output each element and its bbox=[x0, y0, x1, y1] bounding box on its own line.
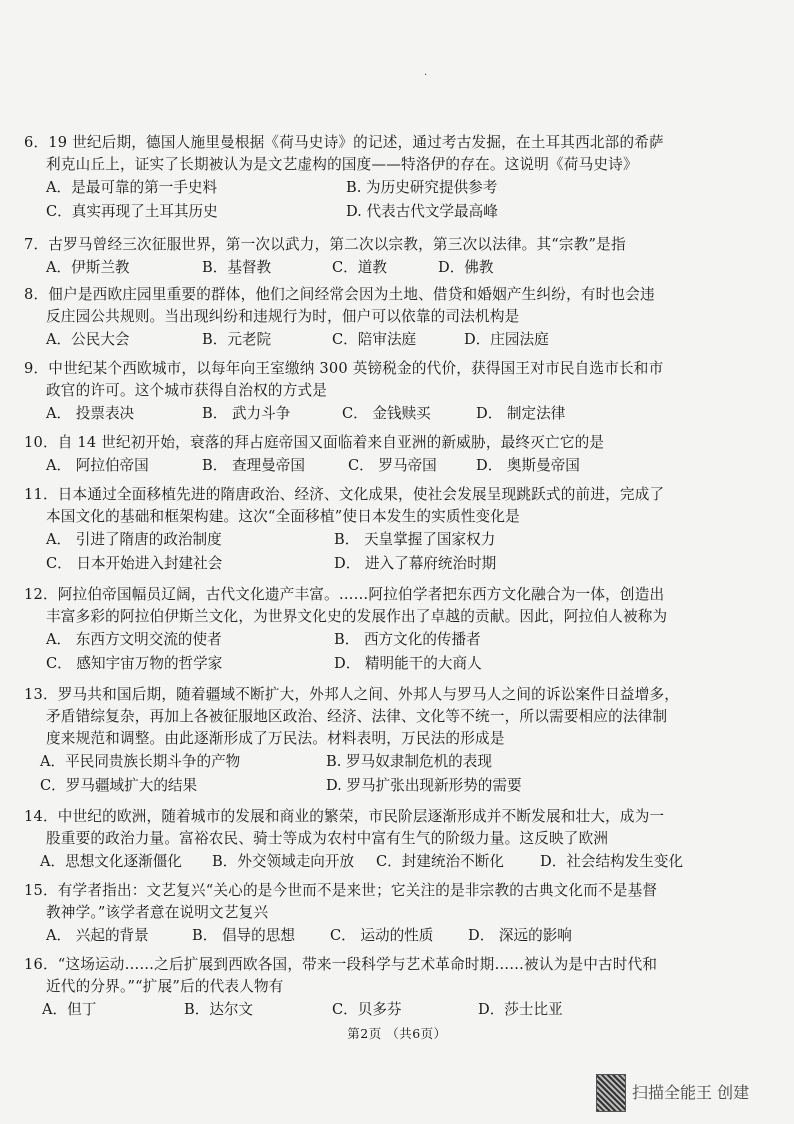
option-b[interactable]: B. 为历史研究提供参考 bbox=[346, 179, 498, 196]
options-row bbox=[24, 652, 774, 676]
option-b[interactable]: B. 罗马奴隶制危机的表现 bbox=[326, 753, 492, 770]
question-line: 16．“这场运动……之后扩展到西欧各国，带来一段科学与艺术革命时期……被认为是中古时代和 bbox=[24, 956, 658, 973]
option-c[interactable]: C．真实再现了土耳其历史 bbox=[46, 203, 218, 220]
option-b[interactable]: B． 西方文化的传播者 bbox=[334, 631, 481, 648]
options-row bbox=[24, 256, 774, 280]
question-6 bbox=[24, 132, 774, 224]
question-line: 12．阿拉伯帝国幅员辽阔，古代文化遗产丰富。……阿拉伯学者把东西方文化融合为一体，创造出 bbox=[24, 586, 665, 603]
option-c[interactable]: C． 感知宇宙万物的哲学家 bbox=[46, 655, 223, 672]
options-row bbox=[24, 528, 774, 552]
options-row bbox=[24, 850, 774, 874]
question-line: 9．中世纪某个西欧城市，以每年向王室缴纳 300 英镑税金的代价，获得国王对市民自选市长和市 bbox=[24, 360, 664, 377]
option-c[interactable]: C．陪审法庭 bbox=[332, 331, 417, 348]
option-a[interactable]: A． 兴起的背景 bbox=[46, 927, 149, 944]
options-row bbox=[24, 750, 774, 774]
option-d[interactable]: D． 制定法律 bbox=[476, 405, 566, 422]
option-a[interactable]: A．平民同贵族长期斗争的产物 bbox=[40, 753, 241, 770]
question-line: 8．佃户是西欧庄园里重要的群体，他们之间经常会因为土地、借贷和婚姻产生纠纷，有时也会违 bbox=[24, 286, 655, 303]
question-line: 11．日本通过全面移植先进的隋唐政治、经济、文化成果，使社会发展呈现跳跃式的前进，完成了 bbox=[24, 486, 665, 503]
question-line: 利克山丘上，证实了长期被认为是文艺虚构的国度——特洛伊的存在。这说明《荷马史诗》 bbox=[46, 156, 638, 173]
qr-code-icon bbox=[596, 1074, 626, 1112]
option-b[interactable]: B． 天皇掌握了国家权力 bbox=[334, 531, 496, 548]
option-c[interactable]: C． 罗马帝国 bbox=[348, 457, 437, 474]
option-a[interactable]: A． 引进了隋唐的政治制度 bbox=[46, 531, 222, 548]
option-a[interactable]: A．是最可靠的第一手史料 bbox=[46, 179, 218, 196]
question-line: 7．古罗马曾经三次征服世界，第一次以武力，第二次以宗教，第三次以法律。其“宗教”是指 bbox=[24, 236, 626, 253]
option-b[interactable]: B．基督教 bbox=[202, 259, 272, 276]
option-d[interactable]: D. 代表古代文学最高峰 bbox=[346, 203, 498, 220]
option-a[interactable]: A． 东西方文明交流的使者 bbox=[46, 631, 222, 648]
options-row bbox=[24, 628, 774, 652]
options-row bbox=[24, 998, 774, 1022]
question-12 bbox=[24, 584, 774, 676]
question-11 bbox=[24, 484, 774, 576]
option-d[interactable]: D． 奥斯曼帝国 bbox=[476, 457, 580, 474]
option-d[interactable]: D． 深远的影响 bbox=[468, 927, 572, 944]
question-15 bbox=[24, 880, 774, 948]
question-line: 反庄园公共规则。当出现纠纷和违规行为时，佃户可以依靠的司法机构是 bbox=[46, 308, 520, 325]
question-line: 教神学。”该学者意在说明文艺复兴 bbox=[46, 904, 269, 921]
option-c[interactable]: C．道教 bbox=[332, 259, 387, 276]
option-b[interactable]: B． 倡导的思想 bbox=[192, 927, 295, 944]
option-d[interactable]: D．庄园法庭 bbox=[464, 331, 549, 348]
option-c[interactable]: C． 日本开始进入封建社会 bbox=[46, 555, 223, 572]
option-b[interactable]: B． 武力斗争 bbox=[202, 405, 291, 422]
top-dot: · bbox=[424, 70, 428, 81]
option-c[interactable]: C．罗马疆域扩大的结果 bbox=[40, 777, 198, 794]
option-d[interactable]: D．莎士比亚 bbox=[478, 1001, 563, 1018]
watermark-text: 扫描全能王 创建 bbox=[632, 1083, 750, 1102]
question-line: 10．自 14 世纪初开始，衰落的拜占庭帝国又面临着来自亚洲的新威胁，最终灭亡它的是 bbox=[24, 434, 605, 451]
option-c[interactable]: C． 运动的性质 bbox=[330, 927, 434, 944]
option-a[interactable]: A． 投票表决 bbox=[46, 405, 135, 422]
question-line: 近代的分界。”“扩展”后的代表人物有 bbox=[46, 978, 284, 995]
question-16 bbox=[24, 954, 774, 1022]
question-9 bbox=[24, 358, 774, 426]
option-a[interactable]: A．伊斯兰教 bbox=[46, 259, 130, 276]
options-row bbox=[24, 552, 774, 576]
question-8 bbox=[24, 284, 774, 352]
option-d[interactable]: D． 精明能干的大商人 bbox=[334, 655, 482, 672]
options-row bbox=[24, 200, 774, 224]
question-7 bbox=[24, 234, 774, 280]
option-c[interactable]: C． 金钱赎买 bbox=[342, 405, 431, 422]
options-row bbox=[24, 402, 774, 426]
question-line: 丰富多彩的阿拉伯伊斯兰文化，为世界文化史的发展作出了卓越的贡献。因此，阿拉伯人被称为 bbox=[46, 608, 668, 625]
options-row bbox=[24, 454, 774, 478]
options-row bbox=[24, 328, 774, 352]
question-line: 度来规范和调整。由此逐渐形成了万民法。材料表明，万民法的形成是 bbox=[46, 730, 505, 747]
option-c[interactable]: C．封建统治不断化 bbox=[376, 853, 504, 870]
question-line: 政官的许可。这个城市获得自治权的方式是 bbox=[46, 382, 328, 399]
options-row bbox=[24, 774, 774, 798]
page-footer: 第2页 （共6页） bbox=[347, 1026, 447, 1041]
options-row bbox=[24, 924, 774, 948]
option-b[interactable]: B．达尔文 bbox=[184, 1001, 254, 1018]
option-b[interactable]: B． 查理曼帝国 bbox=[202, 457, 305, 474]
scanner-watermark bbox=[596, 1074, 786, 1110]
question-line: 15．有学者指出：文艺复兴“关心的是今世而不是来世；它关注的是非宗教的古典文化而不是基督 bbox=[24, 882, 658, 899]
option-d[interactable]: D． 进入了幕府统治时期 bbox=[334, 555, 497, 572]
question-13 bbox=[24, 684, 774, 798]
question-14 bbox=[24, 806, 774, 874]
option-d[interactable]: D. 罗马扩张出现新形势的需要 bbox=[326, 777, 522, 794]
question-line: 14．中世纪的欧洲，随着城市的发展和商业的繁荣，市民阶层逐渐形成并不断发展和壮大，成为一 bbox=[24, 808, 665, 825]
option-a[interactable]: A．思想文化逐渐僵化 bbox=[40, 853, 182, 870]
question-line: 13．罗马共和国后期，随着疆域不断扩大，外邦人之间、外邦人与罗马人之间的诉讼案件日益增多， bbox=[24, 686, 680, 703]
option-a[interactable]: A． 阿拉伯帝国 bbox=[46, 457, 149, 474]
question-line: 本国文化的基础和框架构建。这次“全面移植”使日本发生的实质性变化是 bbox=[46, 508, 520, 525]
question-line: 股重要的政治力量。富裕农民、骑士等成为农村中富有生气的阶级力量。这反映了欧洲 bbox=[46, 830, 609, 847]
option-d[interactable]: D．佛教 bbox=[438, 259, 494, 276]
question-line: 6．19 世纪后期，德国人施里曼根据《荷马史诗》的记述，通过考古发掘，在土耳其西北部的希萨 bbox=[24, 134, 664, 151]
question-line: 矛盾错综复杂，再加上各被征服地区政治、经济、法律、文化等不统一，所以需要相应的法律制 bbox=[46, 708, 668, 725]
option-d[interactable]: D．社会结构发生变化 bbox=[540, 853, 684, 870]
option-b[interactable]: B．外交领域走向开放 bbox=[212, 853, 355, 870]
option-b[interactable]: B．元老院 bbox=[202, 331, 272, 348]
option-a[interactable]: A．公民大会 bbox=[46, 331, 130, 348]
question-10 bbox=[24, 432, 774, 478]
option-c[interactable]: C．贝多芬 bbox=[332, 1001, 402, 1018]
options-row bbox=[24, 176, 774, 200]
option-a[interactable]: A．但丁 bbox=[42, 1001, 97, 1018]
